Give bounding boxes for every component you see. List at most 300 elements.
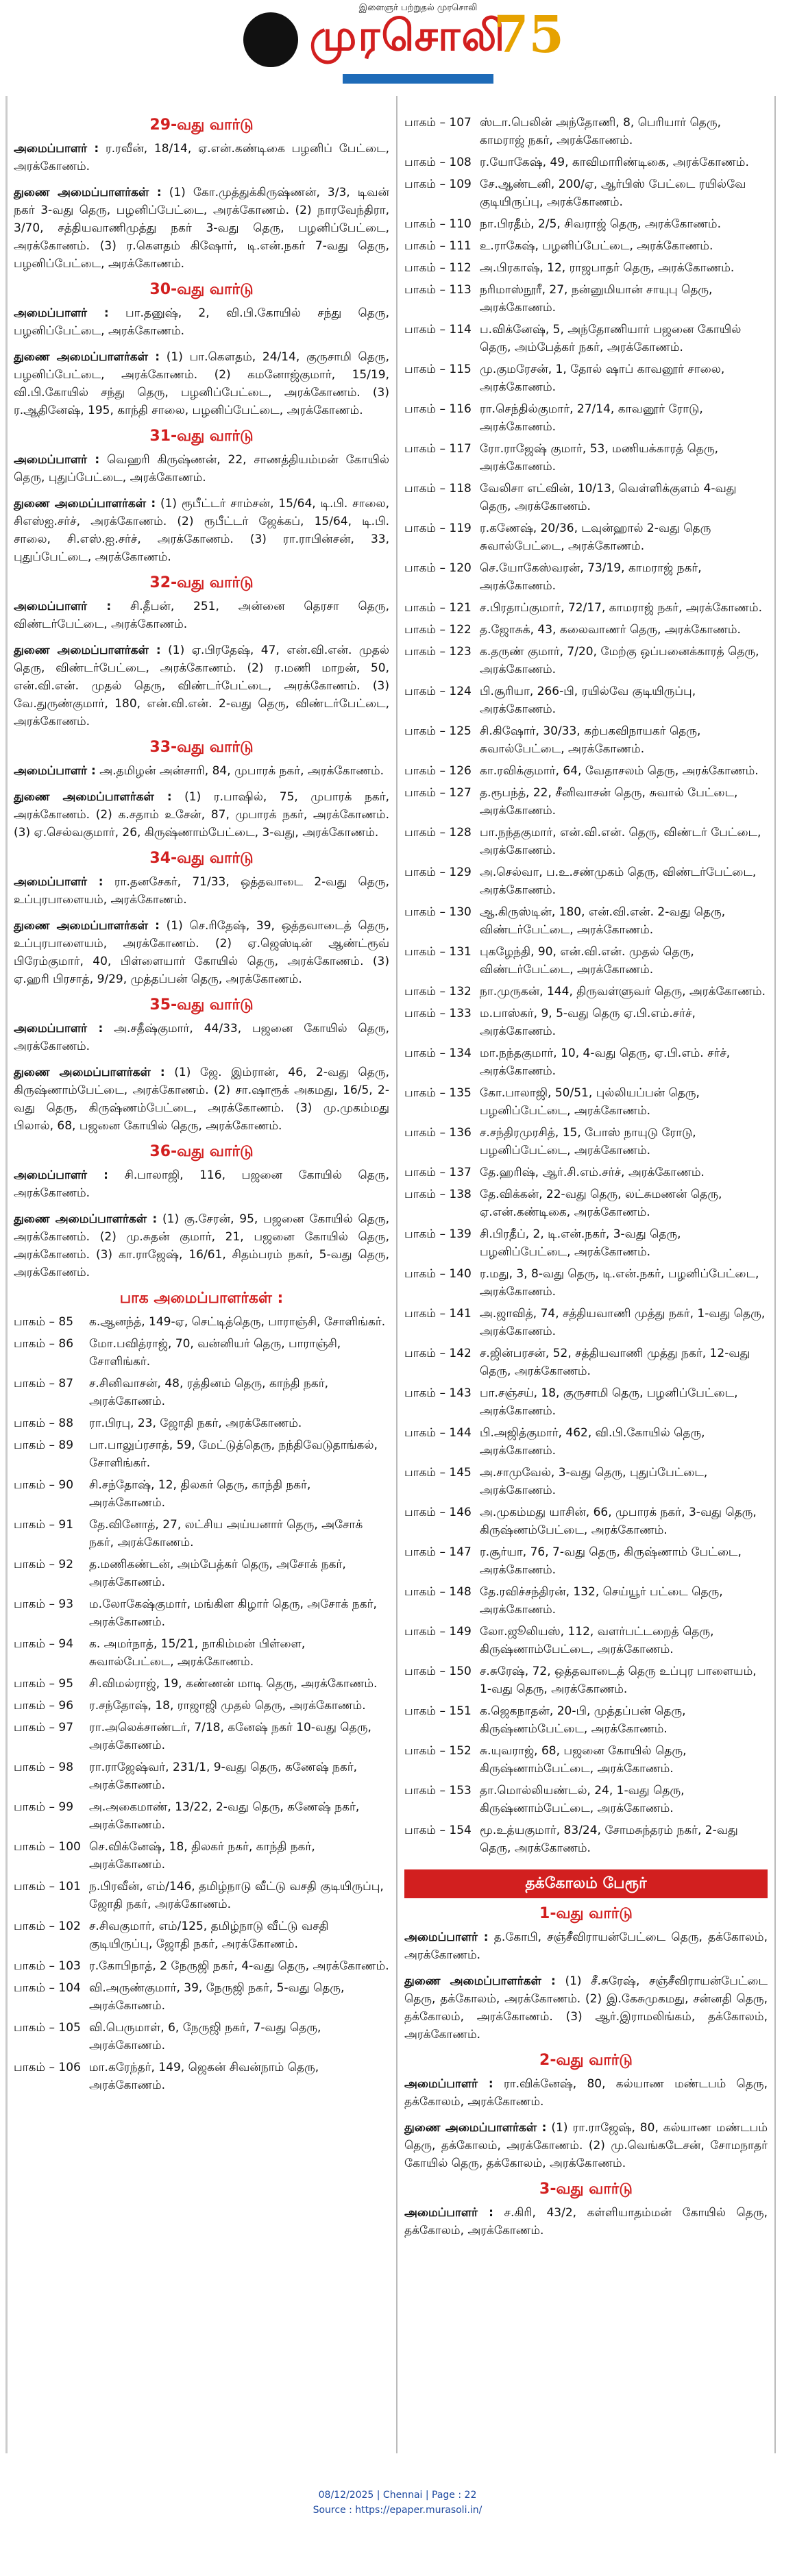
ward-entry (14, 762, 389, 780)
role-label: துணை அமைப்பாளர்கள் : (14, 497, 156, 511)
booth-row (404, 237, 768, 255)
booth-number: பாகம் – 94 (14, 1637, 74, 1651)
booth-row (14, 1414, 389, 1432)
column-divider (5, 96, 8, 2453)
party-emblem-icon (243, 12, 298, 67)
booth-organizer: ம.பாஸ்கர், 9, 5-வது தெரு ஏ.பி.எம்.சர்ச், அரக்கோணம். (480, 1007, 696, 1038)
booth-row (14, 2019, 389, 2054)
booth-row (404, 1345, 768, 1380)
ward-heading: 3-வது வார்டு (539, 2181, 633, 2198)
booth-organizer: அ.செல்வா, ப.உ.சண்முகம் தெரு, விண்டர்பேட்டை, அரக்கோணம். (480, 866, 757, 897)
column-divider (396, 96, 398, 2453)
member-details: சி.பாலாஜி, 116, பஜனை கோயில் தெரு, அரக்கோணம். (14, 1168, 390, 1200)
booth-number: பாகம் – 134 (404, 1046, 472, 1060)
member-details: (1) சீ.சுரேஷ், சஞ்சீவிராயன்பேட்டை தெரு, தக்கோலம், அரக்கோணம். (2) இ.கேசுமுகமது, சன்னதி தெரு, தக்கோலம், அரக்கோணம். (3) ஆர்.இராமலிங்கம், தக்கோலம், அரக்கோணம். (404, 1974, 768, 2041)
role-label: அமைப்பாளர் : (404, 2077, 493, 2091)
ward-entry (14, 598, 389, 633)
ward-entry (14, 451, 389, 487)
booth-row (404, 1583, 768, 1619)
booth-row (404, 784, 768, 820)
booth-row (404, 1164, 768, 1181)
booth-number: பாகம் – 143 (404, 1386, 472, 1400)
booth-number: பாகம் – 93 (14, 1597, 74, 1611)
booth-number: பாகம் – 128 (404, 826, 472, 839)
booth-number: பாகம் – 148 (404, 1585, 472, 1599)
member-details: த.கோபி, சஞ்சீவிராயன்பேட்டை தெரு, தக்கோலம், அரக்கோணம். (404, 1930, 768, 1962)
booth-row (404, 480, 768, 515)
booth-row (404, 722, 768, 758)
booth-organizer: தே.ஹரிஷ், ஆர்.சி.எம்.சர்ச், அரக்கோணம். (480, 1166, 705, 1179)
member-details: (1) கோ.முத்துக்கிருஷ்ணன், 3/3, டிவன் நகர் 3-வது தெரு, பழனிப்பேட்டை, அரக்கோணம். (2) நாரவேந்திரா, 3/70, சத்தியவாணிமுத்து நகர் 3-வது தெரு, பழனிப்பேட்டை, அரக்கோணம். (3) ர.கௌதம் கிஷோர், டி.என்.நகர் 7-வது தெரு, பழனிப்பேட்டை, அரக்கோணம். (14, 186, 389, 271)
booth-organizer: சி.விமல்ராஜ், 19, கண்ணன் மாடி தெரு, அரக்கோணம். (89, 1677, 378, 1691)
booth-row (404, 321, 768, 356)
booth-organizer: தே.விக்கன், 22-வது தெரு, லட்சுமணன் தெரு, ஏ.என்.கண்டிகை, அரக்கோணம். (480, 1188, 722, 1219)
booth-number: பாகம் – 117 (404, 442, 472, 456)
booth-number: பாகம் – 149 (404, 1625, 472, 1639)
ward-entry (14, 641, 389, 731)
booth-number: பாகம் – 122 (404, 623, 472, 637)
booth-number: பாகம் – 107 (404, 116, 472, 130)
booth-number: பாகம் – 131 (404, 945, 472, 959)
role-label: அமைப்பாளர் : (14, 1022, 103, 1035)
booth-row (404, 1044, 768, 1080)
ward-entry (14, 1020, 389, 1055)
member-details: ரா.தனசேகர், 71/33, ஒத்தவாடை 2-வது தெரு, உப்புரபாளையம், அரக்கோணம். (14, 875, 389, 907)
ward-entry (14, 495, 389, 566)
booth-organizer: ச.சந்திரமுரசித், 15, போஸ் நாயுடு ரோடு, பழனிப்பேட்டை, அரக்கோணம். (480, 1126, 696, 1157)
booth-number: பாகம் – 150 (404, 1665, 472, 1678)
member-details: (1) ஜே. இம்ரான், 46, 2-வது தெரு, கிருஷ்ணாம்பேட்டை, அரக்கோணம். (2) சா.ஷாரூக் அகமது, 16/5, 2-வது தெரு, கிருஷ்ணம்பேட்டை, அரக்கோணம். (3) மு.முகம்மது பிலால், 68, பஜனை கோயில் தெரு, அரக்கோணம். (14, 1066, 390, 1133)
booth-organizer: பி.சூரியா, 266-பி, ரயில்வே குடியிருப்பு, அரக்கோணம். (480, 685, 696, 716)
booth-row (14, 1719, 389, 1754)
booth-number: பாகம் – 99 (14, 1800, 74, 1814)
booth-organizer: வி.அருண்குமார், 39, நேருஜி நகர், 5-வது தெரு, அரக்கோணம். (89, 1981, 345, 2013)
booth-organizer: ச.ஜின்பரசன், 52, சத்தியவாணி முத்து நகர், 12-வது தெரு, அரக்கோணம். (480, 1347, 750, 1378)
booth-number: பாகம் – 111 (404, 239, 472, 253)
anniversary-logo: 75 (493, 5, 564, 64)
role-label: அமைப்பாளர் : (14, 764, 96, 778)
role-label: துணை அமைப்பாளர்கள் : (404, 1974, 556, 1988)
masthead-title: முரசொலி (309, 10, 506, 60)
booth-organizer: ர.சந்தோஷ், 18, ராஜாஜி முதல் தெரு, அரக்கோணம். (89, 1699, 366, 1713)
booth-organizer: ம.லோகேஷ்குமார், மங்கிள கிழார் தெரு, அசோக் நகர், அரக்கோணம். (89, 1597, 377, 1629)
booth-number: பாகம் – 123 (404, 645, 472, 659)
booth-organizer: ரா.அலெக்சாண்டர், 7/18, கனேஷ் நகர் 10-வது தெரு, அரக்கோணம். (89, 1721, 371, 1752)
ward-heading: 32-வது வார்டு (149, 574, 254, 591)
member-details: அ.தமிழன் அன்சாரி, 84, முபாரக் நகர், அரக்கோணம். (99, 764, 384, 778)
ward-heading: 33-வது வார்டு (149, 739, 254, 756)
booth-organizer: ர.மது, 3, 8-வது தெரு, டி.என்.நகர், பழனிப்பேட்டை, அரக்கோணம். (480, 1267, 759, 1299)
booth-number: பாகம் – 119 (404, 522, 472, 535)
booth-number: பாகம் – 97 (14, 1721, 74, 1734)
booth-organizer: லோ.ஜூலியஸ், 112, வளர்பட்டறைத் தெரு, கிருஷ்ணாம்பேட்டை, அரக்கோணம். (480, 1625, 714, 1656)
booth-row (14, 2059, 389, 2094)
booth-number: பாகம் – 121 (404, 601, 472, 615)
ward-entry (404, 1928, 768, 1964)
booth-number: பாகம் – 130 (404, 905, 472, 919)
column-divider (774, 96, 776, 2453)
role-label: துணை அமைப்பாளர்கள் : (14, 186, 162, 199)
footer-date-line: 08/12/2025 | Chennai | Page : 22 (318, 2490, 477, 2501)
booth-organizer: ரா.ராஜேஷ்வர், 231/1, 9-வது தெரு, கணேஷ் நகர், அரக்கோணம். (89, 1761, 358, 1792)
booth-organizer: பி.அஜித்குமார், 462, வி.பி.கோயில் தெரு, அரக்கோணம். (480, 1426, 705, 1458)
booth-row (404, 1742, 768, 1778)
booth-row (14, 1595, 389, 1631)
role-label: துணை அமைப்பாளர்கள் : (14, 790, 172, 804)
middle-column (404, 110, 768, 2248)
ward-entry (14, 788, 389, 842)
booth-row (404, 559, 768, 595)
ward-heading: 35-வது வார்டு (149, 996, 254, 1014)
booth-row (404, 1225, 768, 1261)
booth-organizer: ச.சிவகுமார், எம்/125, தமிழ்நாடு வீட்டு வசதி குடியிருப்பு, ஜோதி நகர், அரக்கோணம். (89, 1919, 329, 1951)
role-label: துணை அமைப்பாளர்கள் : (404, 2121, 547, 2135)
member-details: ர.ரவீன், 18/14, ஏ.என்.கண்டிகை பழனிப் பேட்டை, அரக்கோணம். (14, 142, 390, 173)
booth-row (404, 863, 768, 899)
member-details: (1) செ.ரிதேஷ், 39, ஒத்தவாடைத் தெரு, உப்புரபாளையம், அரக்கோணம். (2) ஏ.ஜெஸ்டின் ஆண்ட்ரூவ் பிரேம்குமார், 40, பிள்ளையார் கோயில் தெரு, அரக்கோணம். (3) ஏ.ஹரி பிரசாத், 9/29, முத்தப்பன் தெரு, அரக்கோணம். (14, 919, 390, 986)
booth-row (404, 1782, 768, 1817)
ward-heading: 30-வது வார்டு (149, 281, 254, 298)
role-label: துணை அமைப்பாளர்கள் : (14, 919, 160, 933)
booth-row (14, 1556, 389, 1591)
booth-row (404, 943, 768, 979)
booth-number: பாகம் – 87 (14, 1377, 74, 1390)
booth-organizer: மோ.பவித்ராஜ், 70, வன்னியர் தெரு, பாராஞ்சி, சோளிங்கர். (89, 1337, 341, 1369)
role-label: அமைப்பாளர் : (14, 875, 103, 889)
member-details: சி.தீபன், 251, அன்னை தெரசா தெரு, விண்டர்பேட்டை, அரக்கோணம். (14, 600, 390, 631)
booth-organizer: ஆ.கிருஸ்டின், 180, என்.வி.என். 2-வது தெரு, விண்டர்பேட்டை, அரக்கோணம். (480, 905, 726, 937)
booth-number: பாகம் – 89 (14, 1438, 74, 1452)
booth-organizer: ச.சுரேஷ், 72, ஒத்தவாடைத் தெரு உப்புர பாளையம், 1-வது தெரு, அரக்கோணம். (480, 1665, 757, 1696)
ward-entry (14, 1210, 389, 1281)
booth-number: பாகம் – 115 (404, 363, 472, 376)
booth-row (14, 1436, 389, 1472)
ward-heading: 34-வது வார்டு (149, 850, 254, 867)
booth-row (404, 983, 768, 1001)
booth-organizer: மா.நந்தகுமார், 10, 4-வது தெரு, ஏ.பி.எம். சர்ச், அரக்கோணம். (480, 1046, 731, 1078)
role-label: அமைப்பாளர் : (14, 142, 99, 156)
booth-number: பாகம் – 132 (404, 985, 472, 998)
booth-row (14, 1675, 389, 1693)
booth-number: பாகம் – 152 (404, 1744, 472, 1758)
ward-entry (14, 304, 389, 340)
role-label: துணை அமைப்பாளர்கள் : (14, 1066, 165, 1079)
booth-organizer: சி.கிஷோர், 30/33, கற்பகவிநாயகர் தெரு, சுவால்பேட்டை, அரக்கோணம். (480, 724, 701, 756)
page-footer (0, 2488, 795, 2518)
booth-number: பாகம் – 138 (404, 1188, 472, 1201)
booth-organizer: செ.யோகேஸ்வரன், 73/19, காமராஜ் நகர், அரக்கோணம். (480, 561, 702, 593)
booth-number: பாகம் – 145 (404, 1466, 472, 1480)
booth-organizer: உ.ராகேஷ், பழனிப்பேட்டை, அரக்கோணம். (480, 239, 713, 253)
booth-number: பாகம் – 142 (404, 1347, 472, 1360)
booth-organizer: ர.கணேஷ், 20/36, டவுன்ஹால் 2-வது தெரு சுவால்பேட்டை, அரக்கோணம். (480, 522, 711, 553)
booth-organizer: சி.சந்தோஷ், 12, திலகர் தெரு, காந்தி நகர், அரக்கோணம். (89, 1478, 311, 1510)
booth-row (404, 281, 768, 317)
booth-row (14, 1979, 389, 2015)
booth-organizer: புகழேந்தி, 90, என்.வி.என். முதல் தெரு, விண்டர்பேட்டை, அரக்கோணம். (480, 945, 694, 977)
booth-organizer: கா.ரவிக்குமார், 64, வேதாசலம் தெரு, அரக்கோணம். (480, 764, 759, 778)
role-label: துணை அமைப்பாளர்கள் : (14, 643, 161, 657)
booth-number: பாகம் – 118 (404, 482, 472, 495)
member-details: ரா.விக்னேஷ், 80, கல்யாண மண்டபம் தெரு, தக்கோலம், அரக்கோணம். (404, 2077, 768, 2109)
booth-organizer: வேலிசா எட்வின், 10/13, வெள்ளிக்குளம் 4-வது தெரு, அரக்கோணம். (480, 482, 737, 513)
booth-number: பாகம் – 91 (14, 1518, 74, 1532)
booth-row (404, 903, 768, 939)
booth-row (404, 824, 768, 859)
booth-organizer: நா.பிரதீம், 2/5, சிவராஜ் தெரு, அரக்கோணம். (480, 217, 721, 231)
booth-row (14, 1917, 389, 1953)
booth-row (404, 1464, 768, 1499)
booth-number: பாகம் – 102 (14, 1919, 81, 1933)
booth-row (14, 1635, 389, 1671)
booth-row (14, 1335, 389, 1371)
booth-organizer: ச.சினிவாசன், 48, ரத்தினம் தெரு, காந்தி நகர், அரக்கோணம். (89, 1377, 329, 1408)
booth-organizer: பா.பாலுப்ரசாத், 59, மேட்டுத்தெரு, நந்திவேடுதாங்கல், சோளிங்கர். (89, 1438, 378, 1470)
booth-organizer: ந.பிரவீன், எம்/146, தமிழ்நாடு வீட்டு வசதி குடியிருப்பு, ஜோதி நகர், அரக்கோணம். (89, 1880, 384, 1911)
booth-organizer: அ.அகைமாண், 13/22, 2-வது தெரு, கணேஷ் நகர், அரக்கோணம். (89, 1800, 360, 1832)
member-details: (1) ர.பாஷில், 75, முபாரக் நகர், அரக்கோணம். (2) க.சதாம் உசேன், 87, முபாரக் நகர், அரக்கோணம். (3) ஏ.செல்வகுமார், 26, கிருஷ்ணாம்பேட்டை, 3-வது, அரக்கோணம். (14, 790, 390, 839)
booth-row (14, 1375, 389, 1410)
booth-number: பாகம் – 90 (14, 1478, 74, 1492)
booth-organizer: த.ரூபந்த், 22, சீனிவாசன் தெரு, சுவால் பேட்டை, அரக்கோணம். (480, 786, 738, 818)
booth-organizer: த.மணிகண்டன், அம்பேத்கர் தெரு, அசோக் நகர், அரக்கோணம். (89, 1558, 346, 1589)
booth-row (404, 1663, 768, 1698)
booth-number: பாகம் – 154 (404, 1824, 472, 1837)
booth-organizer: நரிமாஸ்நூரீ, 27, நன்னுமியான் சாயுபு தெரு, அரக்கோணம். (480, 283, 713, 315)
booth-organizer: ரா.பிரபு, 23, ஜோதி நகர், அரக்கோணம். (89, 1416, 302, 1430)
booth-number: பாகம் – 151 (404, 1704, 472, 1718)
booth-organizer: ரோ.ராஜேஷ் குமார், 53, மணியக்காரத் தெரு, அரக்கோணம். (480, 442, 719, 474)
booth-number: பாகம் – 105 (14, 2021, 81, 2035)
ward-entry (404, 2119, 768, 2172)
booth-number: பாகம் – 98 (14, 1761, 74, 1774)
member-details: (1) ரா.ராஜேஷ், 80, கல்யாண மண்டபம் தெரு, தக்கோலம், அரக்கோணம். (2) மு.வெங்கடேசன், சோமநாதர் கோயில் தெரு, தக்கோலம், அரக்கோணம். (404, 2121, 768, 2170)
booth-row (404, 1424, 768, 1460)
booth-organizer: அ.ஜாவித், 74, சத்தியவாணி முத்து நகர், 1-வது தெரு, அரக்கோணம். (480, 1307, 766, 1338)
booth-number: பாகம் – 96 (14, 1699, 74, 1713)
ward-heading: 1-வது வார்டு (539, 1905, 633, 1922)
booth-organizer: ர.கோபிநாத், 2 நேருஜி நகர், 4-வது தெரு, அரக்கோணம். (89, 1959, 389, 1973)
booth-row (404, 1124, 768, 1160)
booth-organizer: ர.சூர்யா, 76, 7-வது தெரு, கிருஷ்ணாம் பேட்டை, அரக்கோணம். (480, 1545, 742, 1577)
booth-number: பாகம் – 86 (14, 1337, 74, 1351)
member-details: (1) ஏ.பிரதேஷ், 47, என்.வி.என். முதல் தெரு, விண்டர்பேட்டை, அரக்கோணம். (2) ர.மணி மாறன், 50, என்.வி.என். முதல் தெரு, விண்டர்பேட்டை, அரக்கோணம். (3) வே.துருண்குமார், 180, என்.வி.என். 2-வது தெரு, விண்டர்பேட்டை, அரக்கோணம். (14, 643, 389, 728)
booth-row (14, 1758, 389, 1794)
booth-row (404, 762, 768, 780)
ward-entry (14, 917, 389, 988)
ward-entry (14, 140, 389, 175)
booth-row (404, 154, 768, 171)
booth-organizer: தா.மொல்லியண்டல், 24, 1-வது தெரு, கிருஷ்ணாம்பேட்டை, அரக்கோணம். (480, 1784, 685, 1815)
booth-number: பாகம் – 144 (404, 1426, 472, 1440)
booth-number: பாகம் – 106 (14, 2061, 81, 2074)
member-details: அ.சதீஷ்குமார், 44/33, பஜனை கோயில் தெரு, அரக்கோணம். (14, 1022, 390, 1053)
booth-organizer: அ.சாமுவேல், 3-வது தெரு, புதுப்பேட்டை, அரக்கோணம். (480, 1466, 708, 1497)
booth-number: பாகம் – 113 (404, 283, 472, 297)
booth-row (404, 400, 768, 436)
role-label: அமைப்பாளர் : (14, 1168, 108, 1182)
ward-heading: 31-வது வார்டு (149, 428, 254, 445)
booth-row (404, 1265, 768, 1301)
ward-entry (14, 348, 389, 419)
booth-row (404, 683, 768, 718)
booth-row (14, 1957, 389, 1975)
booth-number: பாகம் – 146 (404, 1506, 472, 1519)
masthead-tagline: இளைஞர் பற்றுதல் முரசொலி (358, 3, 478, 13)
booth-organizer: பா.நந்தகுமார், என்.வி.என். தெரு, விண்டர் பேட்டை, அரக்கோணம். (480, 826, 761, 857)
booth-organizer: ர.யோகேஷ், 49, காவிமாரிண்டிகை, அரக்கோணம். (480, 156, 749, 169)
booth-number: பாகம் – 85 (14, 1315, 74, 1329)
booth-number: பாகம் – 135 (404, 1086, 472, 1100)
booth-organizer: த.ஜோசுக், 43, கலைவாணர் தெரு, அரக்கோணம். (480, 623, 741, 637)
booth-organizer: க.தருண் குமார், 7/20, மேற்கு ஒப்பனைக்காரத் தெரு, அரக்கோணம். (480, 645, 759, 676)
ward-entry (14, 1064, 389, 1135)
ward-entry (14, 184, 389, 273)
ward-heading: 29-வது வார்டு (149, 116, 254, 134)
booth-number: பாகம் – 124 (404, 685, 472, 698)
booth-list (404, 114, 768, 1857)
booth-number: பாகம் – 101 (14, 1880, 81, 1893)
booth-row (404, 1305, 768, 1340)
booth-list (14, 1313, 389, 2094)
footer-source-link[interactable]: Source : https://epaper.murasoli.in/ (313, 2505, 482, 2516)
booth-row (14, 1313, 389, 1331)
booth-row (404, 643, 768, 678)
booth-organizer: மு.குமரேசன், 1, தோல் ஷாப் காவனூர் சாலை, அரக்கோணம். (480, 363, 725, 394)
section-banner: தக்கோலம் பேரூர் (404, 1869, 768, 1898)
member-details: (1) ரூபீட்டர் சாம்சன், 15/64, டி.பி. சாலை, சிஎஸ்ஐ.சர்ச், அரக்கோணம். (2) ரூபீட்டர் ஜேக்கப், 15/64, டி.பி. சாலை, சி.எஸ்.ஐ.சர்ச், அரக்கோணம். (3) ரா.ராபின்சன், 33, புதுப்பேட்டை, அரக்கோணம். (14, 497, 390, 564)
booth-organizer: நா.முருகன், 144, திருவள்ளுவர் தெரு, அரக்கோணம். (480, 985, 766, 998)
booth-organizer: க.ஜெகநாதன், 20-பி, முத்தப்பன் தெரு, கிருஷ்ணம்பேட்டை, அரக்கோணம். (480, 1704, 686, 1736)
booth-number: பாகம் – 100 (14, 1840, 81, 1854)
booth-number: பாகம் – 137 (404, 1166, 472, 1179)
booth-number: பாகம் – 129 (404, 866, 472, 879)
booth-row (404, 1543, 768, 1579)
ward-heading: 2-வது வார்டு (539, 2052, 633, 2069)
member-details: ச.கிரி, 43/2, கள்ளியாதம்மன் கோயில் தெரு, தக்கோலம், அரக்கோணம். (404, 2206, 768, 2237)
booth-number: பாகம் – 103 (14, 1959, 81, 1973)
booth-number: பாகம் – 104 (14, 1981, 81, 1995)
booth-row (404, 1702, 768, 1738)
booth-organizer: மூ.உத்யகுமார், 83/24, சோமசுந்தரம் நகர், 2-வது தெரு, அரக்கோணம். (480, 1824, 738, 1855)
booth-organizer: அ.முகம்மது யாசின், 66, முபாரக் நகர், 3-வது தெரு, கிருஷ்ணம்பேட்டை, அரக்கோணம். (480, 1506, 757, 1537)
member-details: (1) கு.சேரன், 95, பஜனை கோயில் தெரு, அரக்கோணம். (2) மு.சுதன் குமார், 21, பஜனை கோயில் தெரு, அரக்கோணம். (3) கா.ராஜேஷ், 16/61, சிதம்பரம் நகர், 5-வது தெரு, அரக்கோணம். (14, 1212, 390, 1279)
booth-row (404, 1384, 768, 1420)
booth-number: பாகம் – 125 (404, 724, 472, 738)
role-label: அமைப்பாளர் : (14, 306, 109, 320)
booth-organizer: செ.விக்னேஷ், 18, திலகர் நகர், காந்தி நகர், அரக்கோணம். (89, 1840, 315, 1872)
booth-number: பாகம் – 109 (404, 177, 472, 191)
left-column (14, 110, 389, 2098)
ward-entry (14, 873, 389, 909)
booth-organizer: ரா.செந்தில்குமார், 27/14, காவனூர் ரோடு, அரக்கோணம். (480, 402, 703, 434)
booth-number: பாகம் – 110 (404, 217, 472, 231)
booth-number: பாகம் – 120 (404, 561, 472, 575)
booth-row (14, 1878, 389, 1913)
booth-row (404, 1186, 768, 1221)
booth-organizer: அ.பிரகாஷ், 12, ராஜபாதர் தெரு, அரக்கோணம். (480, 261, 735, 275)
masthead (0, 0, 795, 96)
booth-row (404, 114, 768, 149)
booth-organizer: க.ஆனந்த், 149-ஏ, செட்டித்தெரு, பாராஞ்சி, சோளிங்கர். (89, 1315, 386, 1329)
content-frame (0, 96, 795, 2453)
booth-row (14, 1798, 389, 1834)
booth-organizer: க. அமர்நாத், 15/21, நாகிம்மன் பிள்ளை, சுவால்பேட்டை, அரக்கோணம். (89, 1637, 306, 1669)
booth-row (404, 1084, 768, 1120)
ward-entry (404, 1972, 768, 2044)
ward-entry (404, 2075, 768, 2111)
booth-number: பாகம் – 95 (14, 1677, 74, 1691)
role-label: அமைப்பாளர் : (404, 1930, 489, 1944)
booth-number: பாகம் – 92 (14, 1558, 74, 1571)
booth-organizer: கோ.பாலாஜி, 50/51, புல்லியப்பன் தெரு, பழனிப்பேட்டை, அரக்கோணம். (480, 1086, 700, 1118)
booth-number: பாகம் – 133 (404, 1007, 472, 1020)
booth-row (14, 1697, 389, 1715)
booth-row (404, 360, 768, 396)
member-details: பா.தனுஷ், 2, வி.பி.கோயில் சந்து தெரு, பழனிப்பேட்டை, அரக்கோணம். (14, 306, 389, 338)
booth-number: பாகம் – 139 (404, 1227, 472, 1241)
booth-organizer: தே.ரவிச்சந்திரன், 132, செய்யூர் பட்டை தெரு, அரக்கோணம். (480, 1585, 723, 1617)
booth-row (404, 1821, 768, 1857)
booth-organizer: சே.ஆண்டனி, 200/ஏ, ஆர்பிஸ் பேட்டை ரயில்வே குடியிருப்பு, அரக்கோணம். (480, 177, 746, 209)
ward-heading: 36-வது வார்டு (149, 1143, 254, 1160)
role-label: துணை அமைப்பாளர்கள் : (14, 1212, 158, 1226)
booth-number: பாகம் – 141 (404, 1307, 472, 1321)
booth-row (404, 599, 768, 617)
booth-row (404, 440, 768, 476)
booth-organizer: ச.பிரதாப்குமார், 72/17, காமராஜ் நகர், அரக்கோணம். (480, 601, 763, 615)
booth-organizer: ப.விக்னேஷ், 5, அந்தோணியார் பஜனை கோயில் தெரு, அம்பேத்கர் நகர், அரக்கோணம். (480, 323, 742, 354)
masthead-subbar (343, 74, 493, 84)
booth-section-heading: பாக அமைப்பாளர்கள் : (119, 1290, 284, 1307)
booth-number: பாகம் – 116 (404, 402, 472, 416)
booth-row (404, 1005, 768, 1040)
booth-organizer: ஸ்டா.பெலின் அந்தோணி, 8, பெரியார் தெரு, காமராஜ் நகர், அரக்கோணம். (480, 116, 722, 147)
member-details: வெஹரி கிருஷ்ணன், 22, சாணத்தியம்மன் கோயில் தெரு, புதுப்பேட்டை, அரக்கோணம். (14, 453, 389, 484)
booth-organizer: சி.பிரதீப், 2, டி.என்.நகர், 3-வது தெரு, பழனிப்பேட்டை, அரக்கோணம். (480, 1227, 681, 1259)
booth-number: பாகம் – 153 (404, 1784, 472, 1798)
booth-number: பாகம் – 112 (404, 261, 472, 275)
role-label: அமைப்பாளர் : (14, 600, 112, 613)
booth-organizer: தே.வினோத், 27, லட்சிய அய்யனார் தெரு, அசோக் நகர், அரக்கோணம். (89, 1518, 363, 1549)
role-label: அமைப்பாளர் : (404, 2206, 493, 2220)
booth-organizer: மா.கரேந்தர், 149, ஜெகன் சிவன்நாம் தெரு, அரக்கோணம். (89, 2061, 319, 2092)
booth-number: பாகம் – 88 (14, 1416, 74, 1430)
ward-entry (404, 2204, 768, 2240)
booth-row (404, 215, 768, 233)
booth-row (404, 175, 768, 211)
booth-number: பாகம் – 147 (404, 1545, 472, 1559)
booth-organizer: வி.பெருமாள், 6, நேருஜி நகர், 7-வது தெரு, அரக்கோணம். (89, 2021, 321, 2052)
booth-number: பாகம் – 108 (404, 156, 472, 169)
booth-row (14, 1516, 389, 1551)
role-label: அமைப்பாளர் : (14, 453, 100, 467)
booth-number: பாகம் – 136 (404, 1126, 472, 1140)
booth-row (404, 1623, 768, 1658)
booth-organizer: பா.சஞ்சய், 18, குருசாமி தெரு, பழனிப்பேட்டை, அரக்கோணம். (480, 1386, 738, 1418)
booth-row (404, 621, 768, 639)
member-details: (1) பா.கௌதம், 24/14, குருசாமி தெரு, பழனிப்பேட்டை, அரக்கோணம். (2) கமனோஜ்குமார், 15/19, வி.பி.கோயில் சந்து தெரு, பழனிப்பேட்டை, அரக்கோணம். (3) ர.ஆதினேஷ், 195, காந்தி சாலை, பழனிப்பேட்டை, அரக்கோணம். (14, 350, 390, 417)
booth-number: பாகம் – 127 (404, 786, 472, 800)
role-label: துணை அமைப்பாளர்கள் : (14, 350, 160, 364)
booth-row (404, 259, 768, 277)
booth-row (404, 519, 768, 555)
booth-row (14, 1838, 389, 1874)
booth-organizer: சு.யுவராஜ், 68, பஜனை கோயில் தெரு, கிருஷ்ணாம்பேட்டை, அரக்கோணம். (480, 1744, 687, 1776)
ward-entry (14, 1166, 389, 1202)
booth-number: பாகம் – 126 (404, 764, 472, 778)
booth-row (14, 1476, 389, 1512)
